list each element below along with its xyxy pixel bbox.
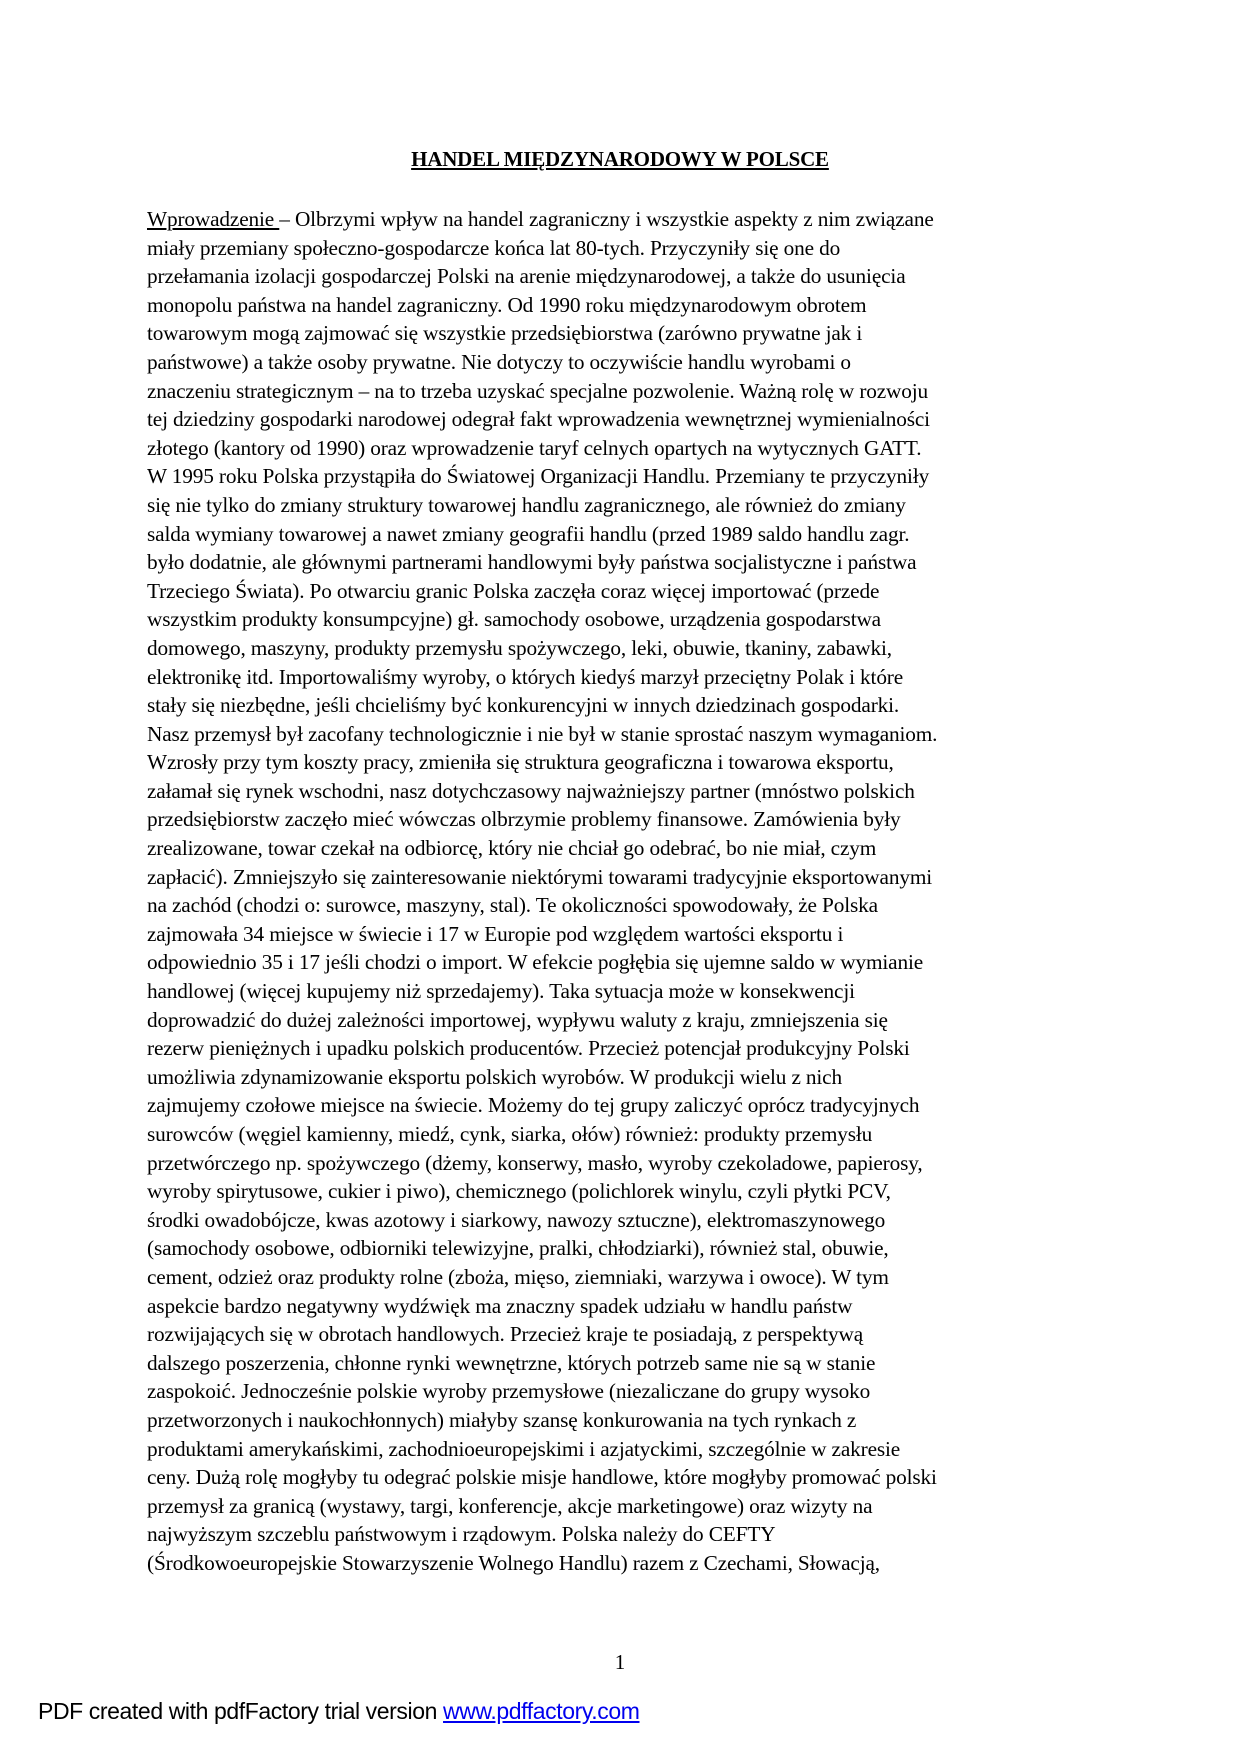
body-line: Nasz przemysł był zacofany technologicznie i nie był w stanie sprostać naszym wymaganiom.: [147, 721, 938, 746]
body-line: aspekcie bardzo negatywny wydźwięk ma znaczny spadek udziału w handlu państw: [147, 1293, 853, 1318]
body-line: wyroby spirytusowe, cukier i piwo), chemicznego (polichlorek winylu, czyli płytki PCV,: [147, 1179, 891, 1204]
body-line: Trzeciego Świata). Po otwarciu granic Polska zaczęła coraz więcej importować (przede: [147, 578, 880, 603]
body-line: monopolu państwa na handel zagraniczny. Od 1990 roku międzynarodowym obrotem: [147, 292, 867, 317]
body-line: na zachód (chodzi o: surowce, maszyny, stal). Te okoliczności spowodowały, że Polska: [147, 893, 878, 918]
body-line: przetwórczego np. spożywczego (dżemy, konserwy, masło, wyroby czekoladowe, papierosy,: [147, 1150, 923, 1175]
pdf-footer: [38, 1698, 640, 1725]
body-line: miały przemiany społeczno-gospodarcze końca lat 80-tych. Przyczyniły się one do: [147, 235, 841, 260]
body-line: Wzrosły przy tym koszty pracy, zmieniła się struktura geograficzna i towarowa eksportu,: [147, 750, 894, 775]
body-line: rozwijających się w obrotach handlowych. Przecież kraje te posiadają, z perspektywą: [147, 1322, 864, 1347]
body-line: przetworzonych i naukochłonnych) miałyby szansę konkurowania na tych rynkach z: [147, 1407, 857, 1432]
body-line: załamał się rynek wschodni, nasz dotychczasowy najważniejszy partner (mnóstwo polskich: [147, 778, 915, 803]
pdffactory-link[interactable]: www.pdffactory.com: [443, 1698, 640, 1724]
body-line: się nie tylko do zmiany struktury towarowej handlu zagranicznego, ale również do zmiany: [147, 492, 906, 517]
body-line: produktami amerykańskimi, zachodnioeuropejskimi i azjatyckimi, szczególnie w zakresie: [147, 1436, 901, 1461]
body-line: tej dziedziny gospodarki narodowej odegrał fakt wprowadzenia wewnętrznej wymienialności: [147, 407, 930, 432]
footer-text: PDF created with pdfFactory trial version: [38, 1698, 444, 1724]
body-line: umożliwia zdynamizowanie eksportu polskich wyrobów. W produkcji wielu z nich: [147, 1064, 842, 1089]
body-line: zapłacić). Zmniejszyło się zainteresowanie niektórymi towarami tradycyjnie eksportowanymi: [147, 864, 933, 889]
body-line: zajmowała 34 miejsce w świecie i 17 w Europie pod względem wartości eksportu i: [147, 921, 844, 946]
body-line: zaspokoić. Jednocześnie polskie wyroby przemysłowe (niezaliczane do grupy wysoko: [147, 1379, 871, 1404]
body-line: handlowej (więcej kupujemy niż sprzedajemy). Taka sytuacja może w konsekwencji: [147, 979, 855, 1004]
body-line: ceny. Dużą rolę mogłyby tu odegrać polskie misje handlowe, które mogłyby promować polski: [147, 1465, 937, 1490]
body-line: (samochody osobowe, odbiorniki telewizyjne, pralki, chłodziarki), również stal, obuwie,: [147, 1236, 889, 1261]
body-line: wszystkim produkty konsumpcyjne) gł. samochody osobowe, urządzenia gospodarstwa: [147, 607, 881, 632]
body-line: elektronikę itd. Importowaliśmy wyroby, o których kiedyś marzył przeciętny Polak i które: [147, 664, 904, 689]
body-line: przemysł za granicą (wystawy, targi, konferencje, akcje marketingowe) oraz wizyty na: [147, 1493, 873, 1518]
body-line: towarowym mogą zajmować się wszystkie przedsiębiorstwa (zarówno prywatne jak i: [147, 321, 863, 346]
body-line: odpowiednio 35 i 17 jeśli chodzi o import. W efekcie pogłębia się ujemne saldo w wymianie: [147, 950, 924, 975]
body-line: najwyższym szczeblu państwowym i rządowym. Polska należy do CEFTY: [147, 1522, 776, 1547]
body-line: złotego (kantory od 1990) oraz wprowadzenie taryf celnych opartych na wytycznych GATT.: [147, 435, 922, 460]
body-line: zajmujemy czołowe miejsce na świecie. Możemy do tej grupy zaliczyć oprócz tradycyjnych: [147, 1093, 920, 1118]
intro-label: Wprowadzenie: [147, 207, 280, 231]
document-body: [147, 205, 1107, 1578]
body-line: domowego, maszyny, produkty przemysłu spożywczego, leki, obuwie, tkaniny, zabawki,: [147, 635, 892, 660]
page-number: 1: [614, 1650, 626, 1674]
body-line: państwowe) a także osoby prywatne. Nie dotyczy to oczywiście handlu wyrobami o: [147, 349, 851, 374]
body-line: Wprowadzenie – Olbrzymi wpływ na handel zagraniczny i wszystkie aspekty z nim związane: [147, 207, 934, 231]
body-line: dalszego poszerzenia, chłonne rynki wewnętrzne, których potrzeb same nie są w stanie: [147, 1350, 876, 1375]
body-line: środki owadobójcze, kwas azotowy i siarkowy, nawozy sztuczne), elektromaszynowego: [147, 1207, 886, 1232]
body-line: doprowadzić do dużej zależności importowej, wypływu waluty z kraju, zmniejszenia się: [147, 1007, 888, 1032]
body-line: (Środkowoeuropejskie Stowarzyszenie Wolnego Handlu) razem z Czechami, Słowacją,: [147, 1550, 880, 1575]
body-line: surowców (węgiel kamienny, miedź, cynk, siarka, ołów) również: produkty przemysłu: [147, 1122, 873, 1146]
body-line: stały się niezbędne, jeśli chcieliśmy być konkurencyjni w innych dziedzinach gospodarki.: [147, 693, 900, 718]
body-line: znaczeniu strategicznym – na to trzeba uzyskać specjalne pozwolenie. Ważną rolę w rozwoju: [147, 378, 929, 403]
body-line: zrealizowane, towar czekał na odbiorcę, który nie chciał go odebrać, bo nie miał, czym: [147, 836, 877, 861]
document-title: HANDEL MIĘDZYNARODOWY W POLSCE: [411, 147, 829, 171]
body-line: było dodatnie, ale głównymi partnerami handlowymi były państwa socjalistyczne i państwa: [147, 550, 917, 575]
body-line: przełamania izolacji gospodarczej Polski na arenie międzynarodowej, a także do usunięcia: [147, 264, 906, 289]
body-line: rezerw pieniężnych i upadku polskich producentów. Przecież potencjał produkcyjny Polski: [147, 1036, 910, 1061]
body-line: W 1995 roku Polska przystąpiła do Światowej Organizacji Handlu. Przemiany te przyczyniły: [147, 464, 930, 489]
body-line: przedsiębiorstw zaczęło mieć wówczas olbrzymie problemy finansowe. Zamówienia były: [147, 807, 901, 832]
body-line: cement, odzież oraz produkty rolne (zboża, mięso, ziemniaki, warzywa i owoce). W tym: [147, 1264, 889, 1289]
body-line: salda wymiany towarowej a nawet zmiany geografii handlu (przed 1989 saldo handlu zagr.: [147, 521, 910, 546]
